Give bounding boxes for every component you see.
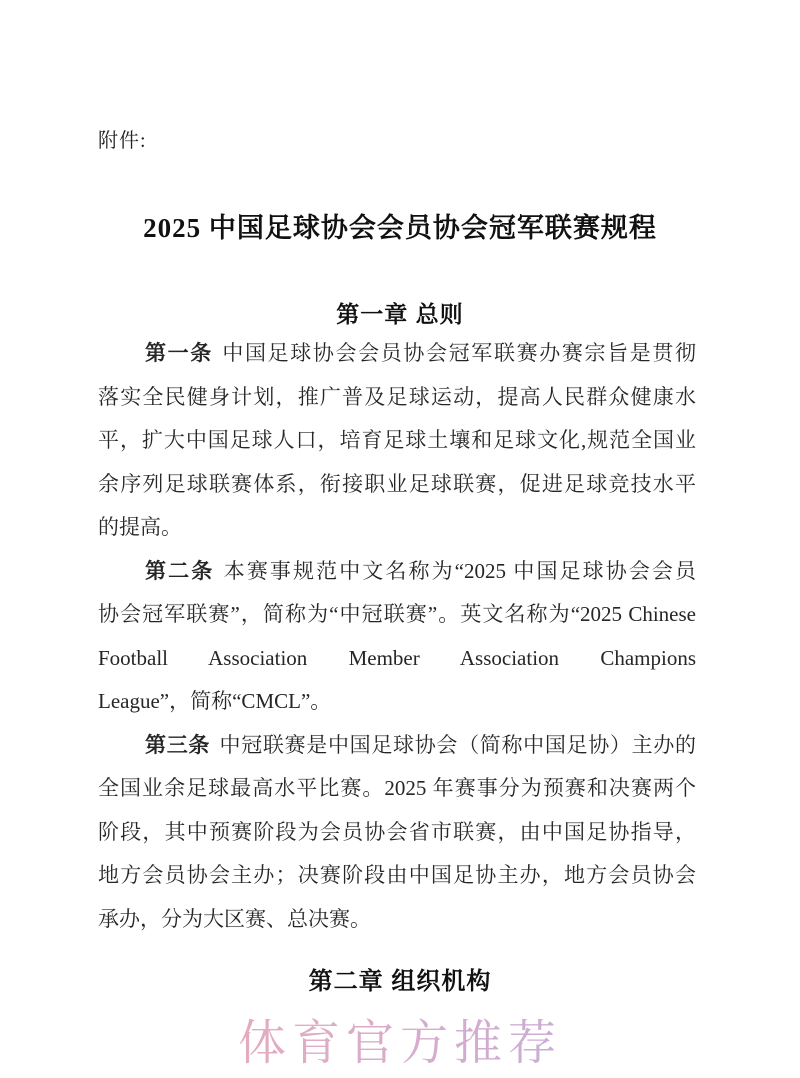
article-1-paragraph [98,332,696,550]
text-line: 落实全民健身计划，推广普及足球运动，提高人民群众健康水 [98,384,696,409]
text-line: 阶段，其中预赛阶段为会员协会省市联赛，由中国足协指导， [98,819,696,844]
document-body [98,332,696,941]
text-line: 协会冠军联赛”，简称为“中冠联赛”。英文名称为“2025 Chinese [98,602,696,626]
text-line: 的提高。 [98,515,182,539]
text-line [98,550,696,594]
text-line: League”，简称“CMCL”。 [98,689,332,713]
article-2-first-line-text: 本赛事规范中文名称为“2025 中国足球协会会员 [223,558,697,583]
watermark-text: 体育官方推荐 [0,1004,800,1073]
attachment-label: 附件: [98,130,147,152]
article-1-term: 第一条 [145,341,213,365]
text-line: Football Association Member Association Champions [98,645,696,670]
article-2-term: 第二条 [145,558,215,583]
text-line [98,332,696,376]
article-3-term: 第三条 [145,732,211,757]
text-line: 平，扩大中国足球人口，培育足球土壤和足球文化,规范全国业 [98,428,696,452]
text-line [98,724,696,768]
text-line: 余序列足球联赛体系，衔接职业足球联赛，促进足球竞技水平 [98,471,696,496]
text-line: 全国业余足球最高水平比赛。2025 年赛事分为预赛和决赛两个 [98,776,696,800]
article-3-paragraph [98,724,696,942]
article-3-first-line-text: 中冠联赛是中国足球协会（简称中国足协）主办的 [219,732,697,757]
text-line: 承办，分为大区赛、总决赛。 [98,906,371,931]
document-title: 2025 中国足球协会会员协会冠军联赛规程 [143,213,657,243]
article-2-paragraph [98,550,696,724]
article-1-first-line-text: 中国足球协会会员协会冠军联赛办赛宗旨是贯彻 [222,341,697,365]
text-line: 地方会员协会主办；决赛阶段由中国足协主办，地方会员协会 [98,863,696,887]
chapter-1-heading: 第一章 总则 [336,301,464,327]
chapter-2-heading: 第二章 组织机构 [308,968,492,995]
